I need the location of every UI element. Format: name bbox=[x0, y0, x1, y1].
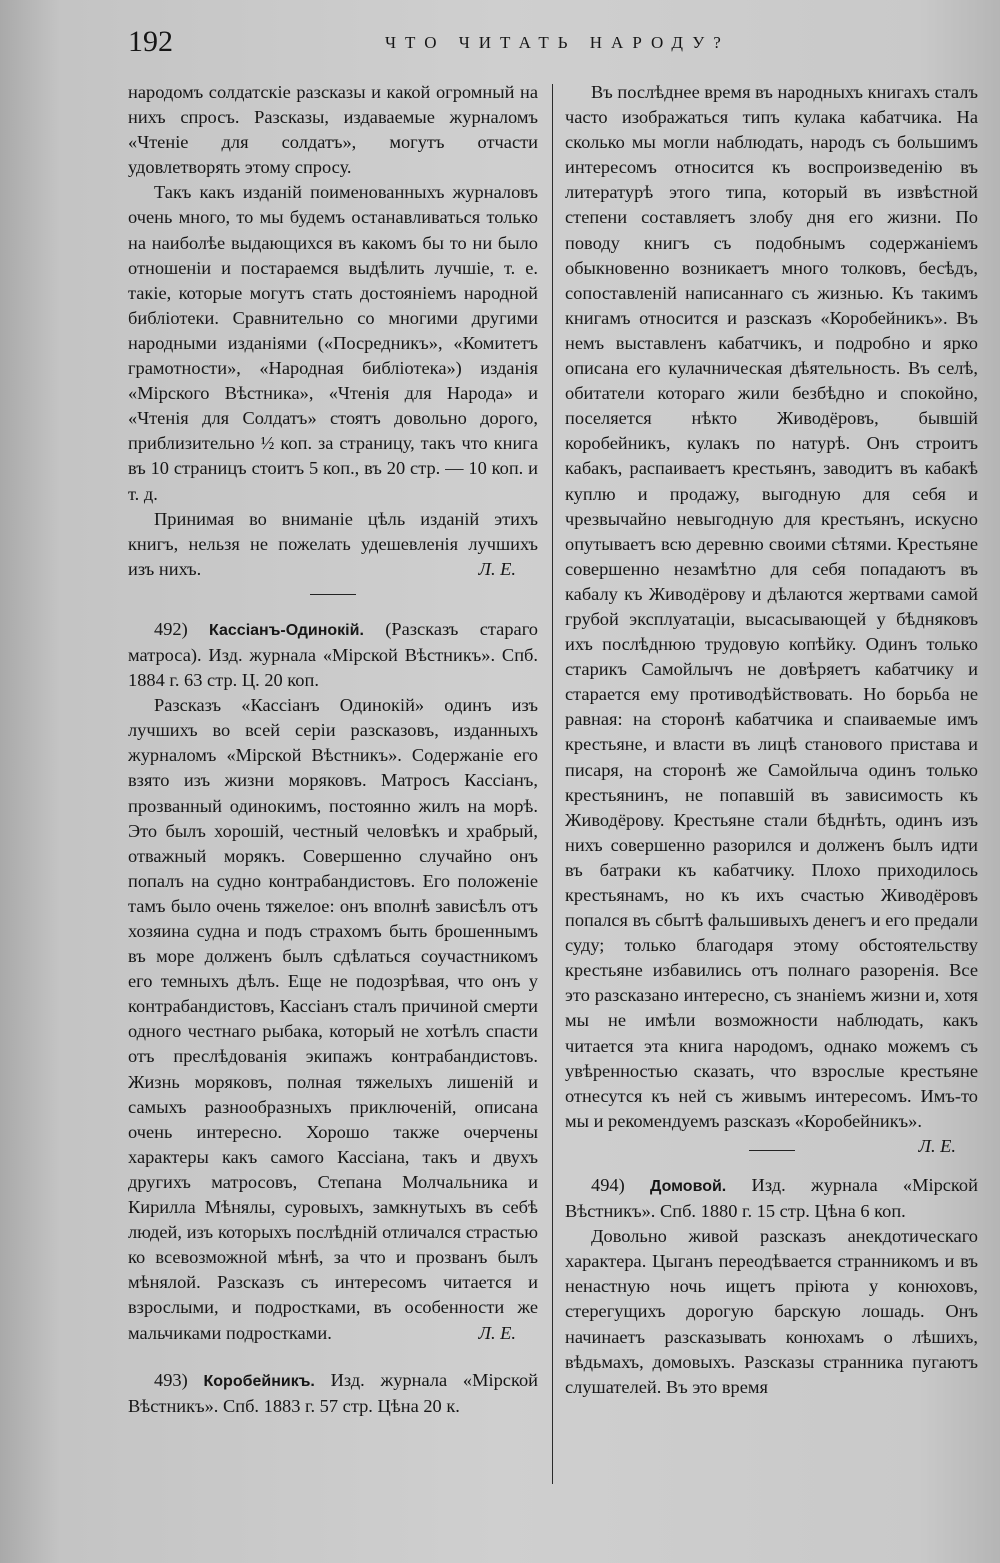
entry-492-heading bbox=[128, 617, 538, 693]
paragraph: Такъ какъ изданій поименованныхъ журналовъ очень много, то мы будемъ останавливаться только на наиболѣе выдающихся въ какомъ бы то ни было отношеніи и постараемся выдѣлить лучшіе, т. е. такіе, которые могутъ стать достояніемъ народной библіотеки. Сравнительно со многими другими народными изданіями («Посредникъ», «Комитетъ грамотности», «Народная библіотека») изданія «Мірского Вѣстника», «Чтенія для Народа» и «Чтенія для Солдатъ» стоятъ довольно дорого, приблизительно ½ коп. за страницу, такъ что книга въ 10 страницъ стоитъ 5 коп., въ 20 стр. — 10 коп. и т. д. bbox=[128, 182, 538, 504]
section-divider bbox=[310, 594, 356, 595]
entry-494-heading bbox=[565, 1173, 978, 1224]
paragraph bbox=[128, 693, 538, 1345]
section-divider bbox=[749, 1150, 795, 1151]
entry-title: Кассіанъ-Одинокій. bbox=[209, 621, 364, 639]
signature: Л. Е. bbox=[478, 1322, 516, 1343]
entry-493-heading bbox=[128, 1368, 538, 1419]
page-number: 192 bbox=[128, 25, 173, 58]
entry-title: Коробейникъ. bbox=[203, 1372, 315, 1390]
running-title: ЧТО ЧИТАТЬ НАРОДУ? bbox=[385, 33, 730, 52]
entry-details: (Разсказъ стараго матроса). Изд. журнала «Мірской Вѣстникъ». Спб. 1884 г. 63 стр. Ц. 20 коп. bbox=[128, 618, 538, 691]
paragraph-text: Въ послѣднее время въ народныхъ книгахъ сталъ часто изображаться типъ кулака кабатчика. На сколько мы могли наблюдать, народъ съ большимъ интересомъ относится къ воспроизведенію въ литературѣ этого типа, который въ извѣстной степени составляетъ злобу дня его жизни. По поводу книгъ съ подобнымъ содержаніемъ обыкновенно возникаетъ много толковъ, бесѣдъ, сопоставленій написаннаго съ жизнью. Къ такимъ книгамъ относится и разсказъ «Коробейникъ». Въ немъ выставленъ кабатчикъ, и подробно и ярко описана его кулачническая дѣятельность. Въ селѣ, обитатели котораго жили безбѣдно и спокойно, поселяется нѣкто Живодёровъ, бывшій коробейникъ, кулакъ по натурѣ. Онъ строитъ кабакъ, распаиваетъ крестьянъ, заводитъ въ кабакѣ куплю и продажу, выгодную для себя и чрезвычайно невыгодную для крестьянъ, искусно опутываетъ всю деревню своими сѣтями. Крестьяне совершенно незамѣтно для себя попадаютъ въ кабалу къ Живодёрову и дѣлаются жертвами самой грубой эксплуатаціи, высасывающей у бѣдняковъ ихъ послѣднюю трудовую копѣйку. Одинъ только старикъ Самойлычъ не довѣряетъ кабатчику и старается ему противодѣйствовать. Но борьба не равная: на сторонѣ кабатчика и спаиваемые имъ крестьяне, и власти въ лицѣ станового пристава и писаря, на сторонѣ же Самойлыча одинъ только крестьянинъ, не попавшій въ зависимость къ Живодёрову. Крестьяне стали бѣднѣть, одинъ изъ нихъ совершенно разорился и долженъ былъ идти въ батраки къ кабатчику. Плохо приходилось крестьянамъ, но къ ихъ счастью Живодёровъ попался въ сбытѣ фальшивыхъ денегъ и его предали суду; только благодаря этому обстоятельству крестьяне избавились отъ полнаго разоренія. Все это разсказано интересно, съ знаніемъ жизни и, хотя мы не имѣли возможности наблюдать, какъ читается эта книга народомъ, однако можемъ съ увѣренностью сказать, что взрослые крестьяне отнесутся къ ней съ живымъ интересомъ. Имъ-то мы и рекомендуемъ разсказъ «Коробейникъ». bbox=[565, 82, 978, 1131]
paragraph bbox=[565, 80, 978, 1156]
page-header bbox=[0, 22, 1000, 62]
signature: Л. Е. bbox=[918, 1135, 956, 1156]
paragraph: Довольно живой разсказъ анекдотическаго характера. Цыганъ переодѣвается странникомъ и въ ненастную ночь ищетъ пріюта у конюховъ, стерегущихъ дорогую барскую лошадь. Онъ начинаетъ разсказывать конюхамъ о лѣшихъ, вѣдьмахъ, домовыхъ. Разсказы странника пугаютъ слушателей. Въ это время bbox=[565, 1226, 978, 1397]
paragraph-text: Принимая во вниманіе цѣль изданій этихъ книгъ, нельзя не пожелать удешевленія лучшихъ изъ нихъ. bbox=[128, 508, 538, 579]
right-column bbox=[565, 80, 978, 1550]
column-divider bbox=[552, 84, 553, 1484]
paragraph-text: Разсказъ «Кассіанъ Одинокій» одинъ изъ лучшихъ во всей серіи разсказовъ, изданныхъ журналомъ «Мірской Вѣстникъ». Содержаніе его взято изъ жизни моряковъ. Матросъ Кассіанъ, прозванный одинокимъ, постоянно жилъ на морѣ. Это былъ хорошій, честный человѣкъ и храбрый, отважный морякъ. Совершенно случайно онъ попалъ на судно контрабандистовъ. Его положеніе тамъ было очень тяжелое: онъ вполнѣ зависѣлъ отъ хозяина судна и подъ страхомъ быть брошеннымъ въ море долженъ былъ сдѣлаться соучастникомъ его темныхъ дѣлъ. Еще не подозрѣвая, что онъ у контрабандистовъ, Кассіанъ сталъ причиной смерти одного честнаго рыбака, который не хотѣлъ спасти отъ преслѣдованія экипажъ контрабандистовъ. Жизнь моряковъ, полная тяжелыхъ лишеній и самыхъ разнообразныхъ приключеній, описана очень интересно. Хорошо также очерчены характеры какъ самого Кассіана, такъ и двухъ другихъ матросовъ, Степана Молчальника и Кирилла Мѣнялы, суровыхъ, замкнутыхъ въ себѣ людей, изъ которыхъ послѣдній отличался страстью ко всевозможной мѣнѣ, за что и прозванъ былъ мѣнялой. Разсказъ съ интересомъ читается и взрослыми, и подростками, въ особенности же мальчиками подростками. bbox=[128, 695, 538, 1343]
entry-details: Изд. журнала «Мірской Вѣстникъ». Спб. 1883 г. 57 стр. Цѣна 20 к. bbox=[128, 1369, 538, 1416]
paragraph bbox=[128, 507, 538, 582]
entry-number: 492) bbox=[154, 618, 188, 639]
entry-title: Домовой. bbox=[650, 1177, 727, 1195]
signature: Л. Е. bbox=[478, 558, 516, 579]
paragraph: народомъ солдатскіе разсказы и какой огромный на нихъ спросъ. Разсказы, издаваемые журналомъ «Чтеніе для солдатъ», могутъ отчасти удовлетворять этому спросу. bbox=[128, 82, 538, 178]
left-column bbox=[128, 80, 538, 1550]
entry-number: 493) bbox=[154, 1369, 188, 1390]
entry-details: Изд. журнала «Мірской Вѣстникъ». Спб. 1880 г. 15 стр. Цѣна 6 коп. bbox=[565, 1174, 978, 1222]
entry-number: 494) bbox=[591, 1174, 625, 1195]
